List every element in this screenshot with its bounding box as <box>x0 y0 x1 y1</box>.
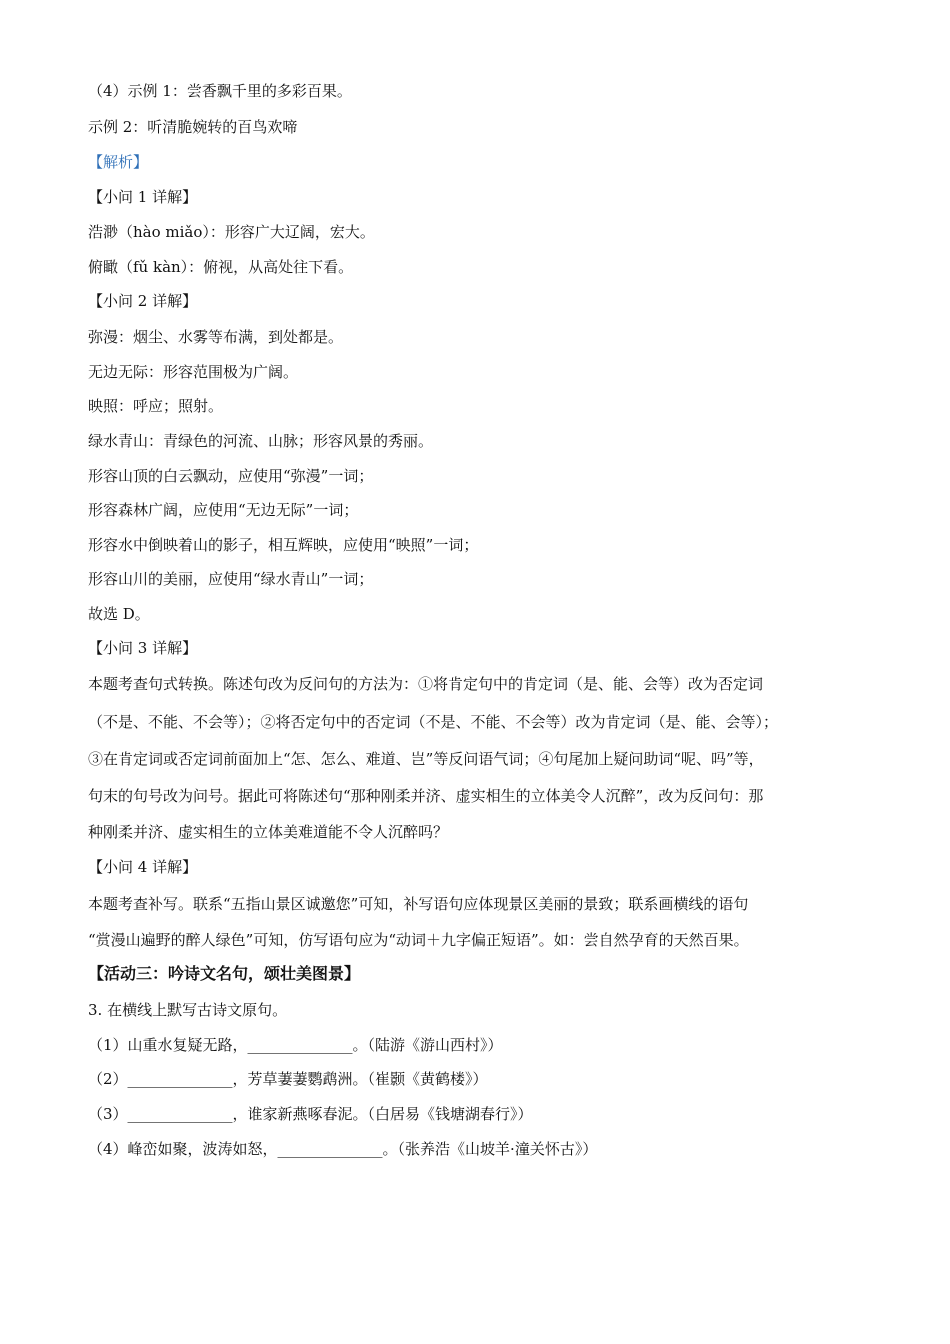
q2-line: 形容森林广阔，应使用“无边无际”一词； <box>88 501 359 519</box>
q3-line: 本题考查句式转换。陈述句改为反问句的方法为：①将肯定句中的肯定词（是、能、会等）改为否定词 <box>88 675 764 693</box>
q2-line: 形容山顶的白云飘动，应使用“弥漫”一词； <box>88 467 374 485</box>
q2-line: 映照：呼应；照射。 <box>88 397 224 415</box>
question-3-item: （4）峰峦如聚，波涛如怒，______________。（张养浩《山坡羊·潼关怀古》） <box>88 1140 598 1158</box>
activity-3-title: 【活动三：吟诗文名句，颂壮美图景】 <box>88 964 361 983</box>
answer-example-1: （4）示例 1：尝香飘千里的多彩百果。 <box>88 82 352 100</box>
q2-answer: 故选 D。 <box>88 605 150 623</box>
question-3-item: （3）______________，谁家新燕啄春泥。（白居易《钱塘湖春行》） <box>88 1105 533 1123</box>
q3-line: ③在肯定词或否定词前面加上“怎、怎么、难道、岂”等反问语气词；④句尾加上疑问助词“呢、吗”等， <box>88 750 764 768</box>
q2-line: 形容水中倒映着山的影子，相互辉映，应使用“映照”一词； <box>88 536 479 554</box>
analysis-label: 【解析】 <box>88 153 149 171</box>
q4-heading: 【小问 4 详解】 <box>88 858 198 876</box>
q4-line: 本题考查补写。联系“五指山景区诚邀您”可知，补写语句应体现景区美丽的景致；联系画横线的语句 <box>88 895 749 913</box>
q2-line: 弥漫：烟尘、水雾等布满，到处都是。 <box>88 328 344 346</box>
question-3-prompt: 3. 在横线上默写古诗文原句。 <box>88 1001 288 1019</box>
question-3-item: （1）山重水复疑无路，______________。（陆游《游山西村》） <box>88 1036 503 1054</box>
q2-line: 形容山川的美丽，应使用“绿水青山”一词； <box>88 570 374 588</box>
q3-line: 种刚柔并济、虚实相生的立体美难道能不令人沉醉吗？ <box>88 823 449 841</box>
q4-line: “赏漫山遍野的醉人绿色”可知，仿写语句应为“动词＋九字偏正短语”。如：尝自然孕育的天然百果。 <box>88 931 749 949</box>
q1-line-1: 浩渺（hào miǎo）：形容广大辽阔，宏大。 <box>88 223 375 241</box>
q1-heading: 【小问 1 详解】 <box>88 188 198 206</box>
answer-example-2: 示例 2：听清脆婉转的百鸟欢啼 <box>88 118 298 136</box>
q3-line: （不是、不能、不会等）；②将否定句中的否定词（不是、不能、不会等）改为肯定词（是、能、会等）； <box>88 713 779 731</box>
q2-line: 绿水青山：青绿色的河流、山脉；形容风景的秀丽。 <box>88 432 434 450</box>
q1-line-2: 俯瞰（fǔ kàn）：俯视，从高处往下看。 <box>88 258 354 276</box>
q2-heading: 【小问 2 详解】 <box>88 292 198 310</box>
q3-line: 句末的句号改为问号。据此可将陈述句“那种刚柔并济、虚实相生的立体美令人沉醉”，改为反问句：那 <box>88 787 764 805</box>
q2-line: 无边无际：形容范围极为广阔。 <box>88 363 299 381</box>
q3-heading: 【小问 3 详解】 <box>88 639 198 657</box>
question-3-item: （2）______________，芳草萋萋鹦鹉洲。（崔颢《黄鹤楼》） <box>88 1070 488 1088</box>
